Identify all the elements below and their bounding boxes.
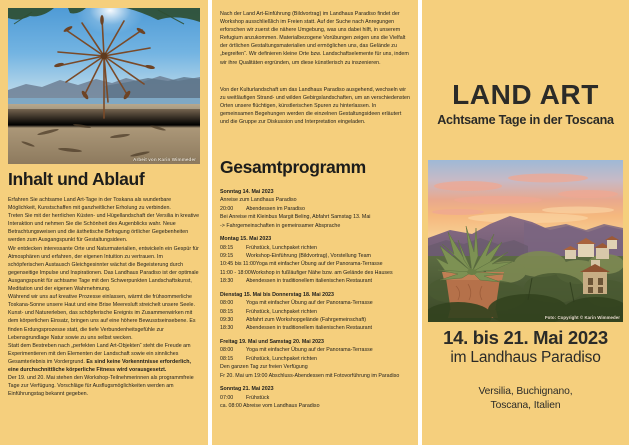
schedule-time: 08:15 xyxy=(220,244,234,251)
schedule-block xyxy=(220,291,412,333)
schedule-entry: Den ganzen Tag zur freien Verfügung xyxy=(220,364,308,371)
location-line-2: Toscana, Italien xyxy=(490,399,561,411)
schedule-desc: Frühstück, Lunchpaket richten xyxy=(246,244,317,251)
left-paragraph: Wir entdecken interessante Orte und Naturmaterialien, entwickeln ein Gespür für Atmosphären und erfahren, der eigenen Intuition zu vertrauen. Im schöpferischen Austausch Gleichgesinnter wächst die Begeisterung durch gegenseitige Impulse und Inspirationen. Das Landhaus Paradiso ist der optimale Ausgangspunkt für achtsame Tage mit den Schwerpunkten Landschaftskunst, Meditation und der eigenen Wahrnehmung. xyxy=(8,245,199,293)
schedule-entry xyxy=(220,394,412,402)
tuscan-sunset-photo xyxy=(428,160,623,322)
page-title-gesamtprogramm: Gesamtprogramm xyxy=(220,157,366,177)
schedule-entry xyxy=(220,316,412,324)
beach-photo-credit: Arbeit von Karin Wimmeder xyxy=(133,157,196,162)
left-paragraph: Während wir uns auf kreative Prozesse einlassen, wärmt die frühsommerliche Toskana-Sonne unsere Haut und eine Brise Meeresluft streichelt unsere Seele. Kunst- und Naturerleben, das schöpferische Ereignis im Zusammenwirken mit dem körperlichen Einsatz, bringen uns auf eine höhere Bewusstseinsebene. Es finden Erdungsprozesse statt, die tiefe Verbundenheitsgefühle zur Lebensgrundlage Natur sowie zu uns selbst wecken. xyxy=(8,294,196,341)
middle-intro-block-1 xyxy=(220,10,410,67)
schedule-time: 08:15 xyxy=(220,355,234,362)
location-line-1: Versilia, Buchignano, xyxy=(478,386,573,397)
schedule-desc: Abfahrt zum Workshopgelände (Fahrgemeinschaft) xyxy=(246,317,367,324)
page-title-inhalt: Inhalt und Ablauf xyxy=(8,169,145,189)
schedule-block xyxy=(220,385,412,410)
schedule-entry: -> Fahrgemeinschaften in gemeinsamer Absprache xyxy=(220,222,341,229)
middle-intro-block-2 xyxy=(220,86,410,126)
schedule-time: 08:15 xyxy=(220,308,234,315)
panel-middle xyxy=(212,0,418,445)
schedule-time: 07:00 xyxy=(220,394,234,401)
schedule-entry: Anreise zum Landhaus Paradiso xyxy=(220,197,297,204)
schedule-time: 08:00 xyxy=(220,347,234,354)
schedule-entry xyxy=(220,269,412,277)
schedule-day-heading: Montag 15. Mai 2023 xyxy=(220,236,272,243)
sunset-photo-credit: Foto: Copyright © Karin Wimmeder xyxy=(544,315,620,320)
schedule-desc: Yoga mit einfacher Übung auf der Panorama-Terrasse xyxy=(246,300,373,307)
schedule-desc: Abendessen in traditionellem italienischen Restaurant xyxy=(246,325,373,332)
schedule-desc: Yoga mit einfacher Übung auf der Panorama-Terrasse xyxy=(255,261,383,268)
schedule-desc: Frühstück xyxy=(246,394,270,401)
left-paragraph-text: Statt dem Bestreben nach „perfekten Land Art-Objekten“ steht die Freude am Experimentieren mit den Elementen der Landschaft sowie ein sinnliches Gesamterlebnis im Vordergrund. xyxy=(8,342,191,365)
schedule-entry xyxy=(220,277,412,285)
panel-left xyxy=(0,0,208,445)
schedule-desc: Frühstück, Lunchpaket richten xyxy=(246,355,317,362)
requirements-notice: Es sind keine Vorkenntnisse erforderlich, eine durchschnittliche körperliche Fitness wird vorausgesetzt. xyxy=(8,358,191,373)
schedule-desc: Yoga mit einfacher Übung auf der Panorama-Terrasse xyxy=(246,347,373,354)
schedule-block xyxy=(220,188,412,230)
schedule-entry xyxy=(220,324,412,332)
schedule-time: 09:15 xyxy=(220,253,234,260)
beach-sculpture-photo xyxy=(8,8,200,164)
cover-venue: im Landhaus Paradiso xyxy=(450,349,601,366)
schedule-desc: Workshop-Einführung (Bildvortrag), Vorstellung Team xyxy=(246,253,371,260)
schedule-time: 09:30 xyxy=(220,317,234,324)
left-paragraph: Treten Sie mit der herrlichen Küsten- und Hügellandschaft der Versilia in kreative Interaktion und nehmen Sie die Schönheit des Augenblicks wahr. Neue Betrachtungsweisen und die ästhetische Befragung örtlicher Gegebenheiten werden zum Ausgangspunkt für Gestaltungsideen. xyxy=(8,213,200,244)
schedule-desc: Workshop in fußläufiger Nähe bzw. am Gelände des Hauses xyxy=(250,269,393,276)
schedule-entry xyxy=(220,260,412,268)
panel-right-cover xyxy=(422,0,629,445)
schedule-entry xyxy=(220,244,412,252)
schedule-block xyxy=(220,338,412,380)
schedule-block xyxy=(220,235,412,285)
schedule-time: 08:00 xyxy=(220,300,234,307)
schedule-day-heading: Sonntag 14. Mai 2023 xyxy=(220,189,274,195)
middle-paragraph: Von der Kulturlandschaft um das Landhaus Paradiso ausgehend, wechseln wir zu weitläufigen Strand- und wilden Gebirgslandschaften, um an verschiedensten Orten unsere flüchtigen, künstlerischen Spuren zu hinterlassen. In gemeinsamen Begehungen werden die einzelnen Gestaltungsideen erläutert und die Gruppe zur Diskussion und Interpretation eingeladen. xyxy=(220,87,410,126)
schedule-day-heading: Sonntag 21. Mai 2023 xyxy=(220,386,274,393)
schedule-entry xyxy=(220,205,412,213)
schedule-entry xyxy=(220,355,412,363)
left-closing-paragraph: Der 19. und 20. Mai stehen den Workshop-Teilnehmerinnen als programmfreie Tage zur Verfügung. Vorschläge für Ausflugsmöglichkeiten werden am Einführungstag bekannt gegeben. xyxy=(8,375,194,398)
left-paragraph: Erfahren Sie achtsame Land Art-Tage in der Toskana als wunderbare Möglichkeit, Kunstschaffen mit ganzheitlicher Erholung zu verbinden. xyxy=(8,197,172,212)
program-schedule xyxy=(220,188,412,416)
left-body-text xyxy=(8,196,200,398)
schedule-entry: ca. 08:00 Abreise vom Landhaus Paradiso xyxy=(220,403,320,410)
left-paragraph-with-notice xyxy=(8,342,200,374)
schedule-entry xyxy=(220,308,412,316)
cover-title: LAND ART xyxy=(452,79,599,110)
schedule-day-heading: Dienstag 15. Mai bis Donnerstag 18. Mai 2023 xyxy=(220,291,334,298)
schedule-entry xyxy=(220,252,412,260)
middle-paragraph: Nach der Land Art-Einführung (Bildvortrag) im Landhaus Paradiso findet der Workshop ausschließlich im Freien statt. Auf der Suche nach Anregungen erforschen wir zuerst die nähere Umgebung, was uns dabei hilft, in unserem Refugium anzukommen. Materialbezogene Vorübungen zeigen uns die Vielfalt der örtlichen Gestaltungsmaterialien und ermöglichen uns, das Gelände zu „begreifen“. Wir definieren kleine Orte bzw. Landschaftselemente für uns, indem wir ihre Qualitäten ergründen, um diese künstlerisch zu inszenieren. xyxy=(220,11,409,66)
schedule-entry xyxy=(220,346,412,354)
cover-location xyxy=(422,385,629,412)
schedule-time: 10:45 bis 11:00 xyxy=(220,261,256,268)
schedule-day-heading: Freitag 19. Mai und Samstag 20. Mai 2023 xyxy=(220,339,324,346)
schedule-desc: Abendessen im Paradiso xyxy=(246,205,305,212)
schedule-time: 18:30 xyxy=(220,278,234,285)
schedule-entry xyxy=(220,299,412,307)
cover-subtitle: Achtsame Tage in der Toscana xyxy=(437,113,614,127)
schedule-time: 20:00 xyxy=(220,205,234,212)
schedule-desc: Frühstück, Lunchpaket richten xyxy=(246,308,317,315)
schedule-time: 11:00 - 18:00 xyxy=(220,269,251,276)
schedule-desc: Abendessen in traditionellem italienischen Restaurant xyxy=(246,278,373,285)
cover-date: 14. bis 21. Mai 2023 xyxy=(443,327,608,348)
schedule-time: 18:30 xyxy=(220,325,234,332)
schedule-entry: Fr 20. Mai um 19:00 Abschluss-Abendessen mit Fotovorführung im Paradiso xyxy=(220,372,400,379)
schedule-entry: Bei Anreise mit Kleinbus Margit Beling, Abfahrt Samstag 13. Mai xyxy=(220,214,371,221)
